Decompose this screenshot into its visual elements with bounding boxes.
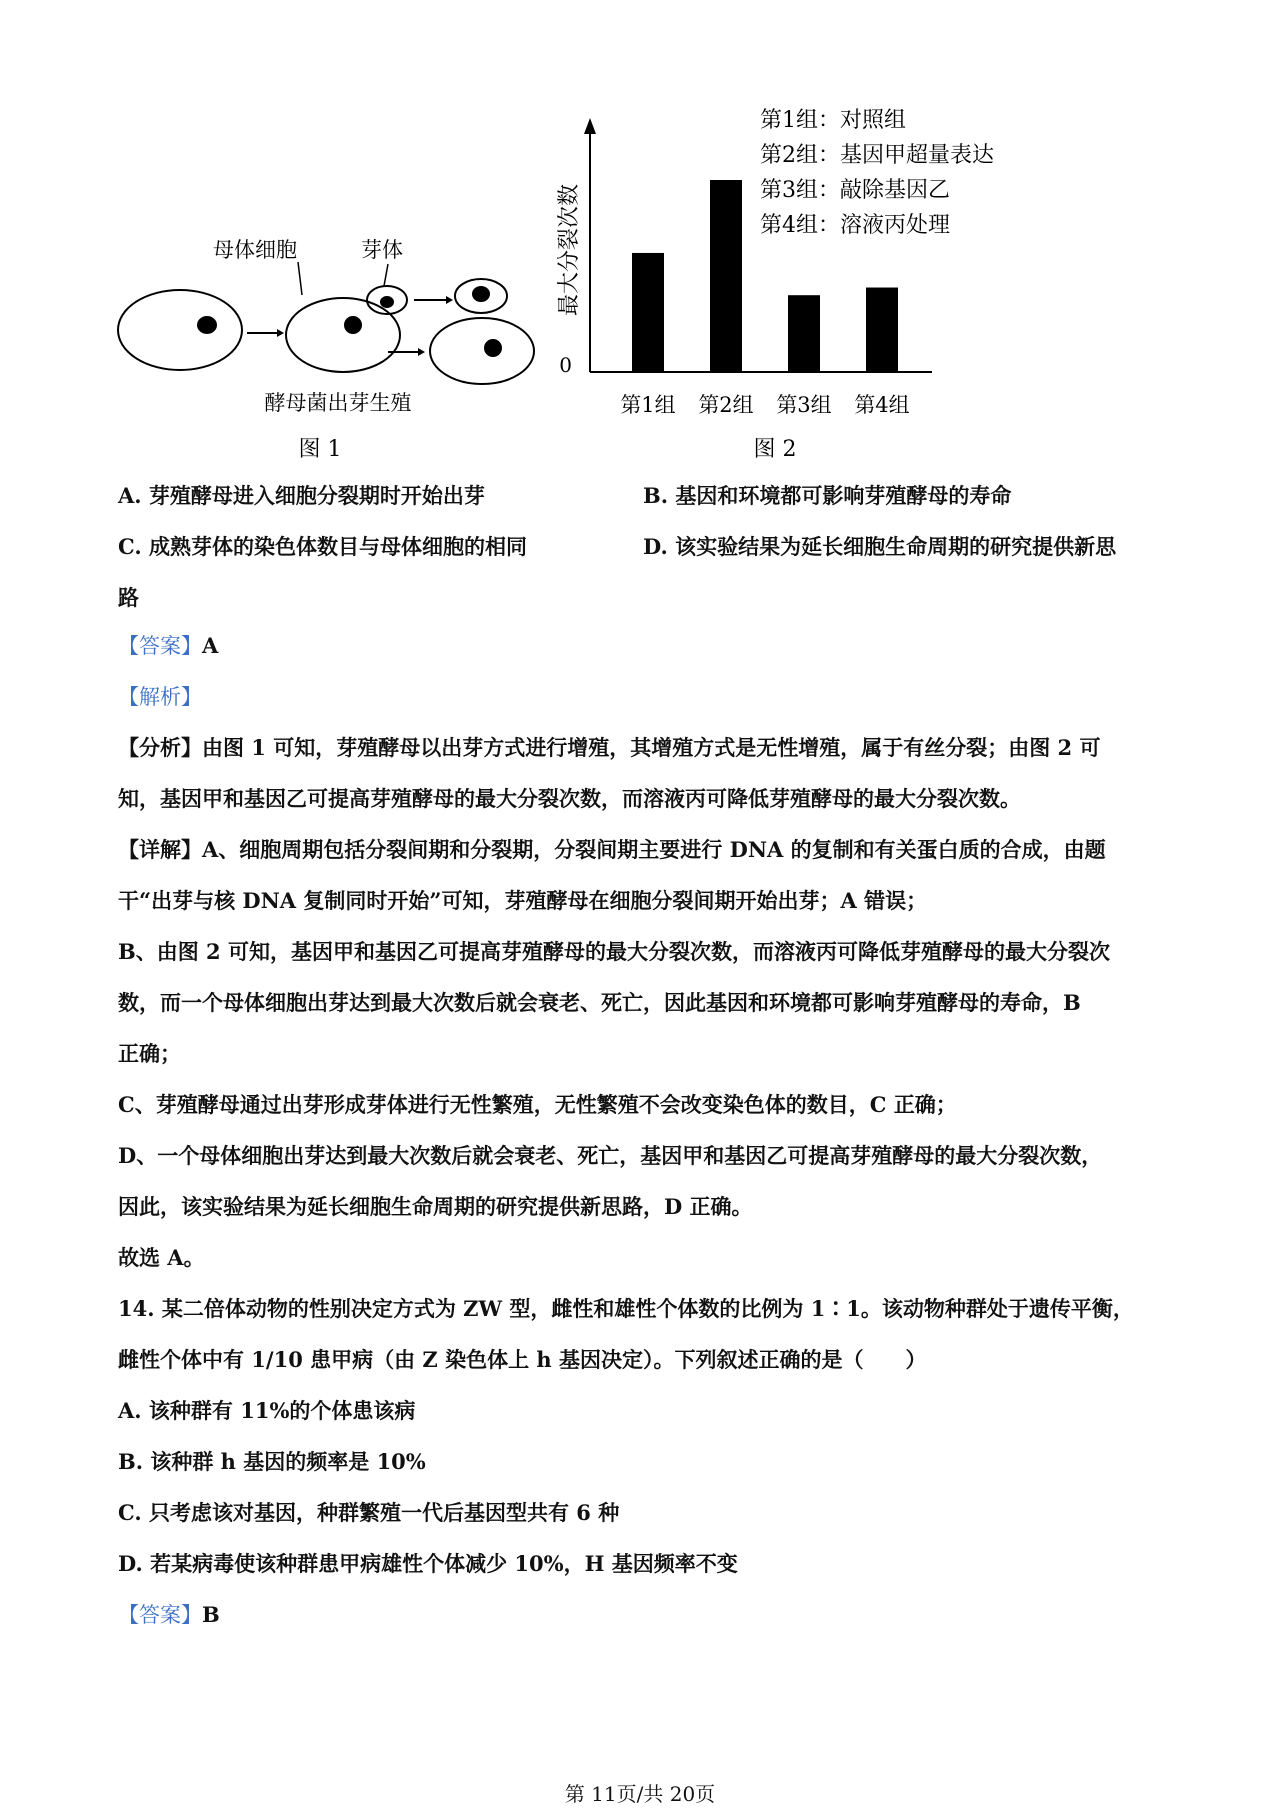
grown-cell-nucleus	[485, 340, 501, 356]
y-axis-arrow	[584, 118, 596, 134]
bud-nucleus	[381, 297, 393, 307]
mother-cell-label: 母体细胞	[213, 238, 297, 262]
bars-group	[632, 180, 898, 372]
figure-1-caption: 酵母菌出芽生殖	[264, 391, 412, 415]
analysis-tag: 【解析】	[118, 685, 202, 709]
x-tick-label-1: 第1组	[620, 393, 676, 417]
figure-2-label: 图 2	[753, 437, 797, 462]
small-cell-nucleus	[473, 287, 489, 301]
q14-option-b: B. 该种群 h 基因的频率是 10%	[118, 1449, 426, 1474]
x-tick-labels	[620, 393, 909, 417]
answer-value: B	[202, 1602, 220, 1627]
analysis-line: 【详解】A、细胞周期包括分裂间期和分裂期，分裂间期主要进行 DNA 的复制和有关蛋白质的合成，由题	[118, 837, 1106, 862]
arrow-3-head	[418, 348, 425, 356]
analysis-line: 因此，该实验结果为延长细胞生命周期的研究提供新思路，D 正确。	[118, 1194, 753, 1219]
arrow-1-head	[277, 329, 284, 337]
x-tick-label-2: 第2组	[698, 393, 754, 417]
q13-option-b: B. 基因和环境都可影响芽殖酵母的寿命	[643, 483, 1012, 508]
mother-cell	[286, 298, 400, 372]
analysis-line: 干“出芽与核 DNA 复制同时开始”可知，芽殖酵母在细胞分裂间期开始出芽；A 错误；	[118, 888, 928, 913]
cell-1	[118, 290, 242, 370]
grown-cell	[430, 318, 534, 384]
analysis-line: 【分析】由图 1 可知，芽殖酵母以出芽方式进行增殖，其增殖方式是无性增殖，属于有丝分裂；由图 2 可	[118, 735, 1101, 760]
analysis-line: B、由图 2 可知，基因甲和基因乙可提高芽殖酵母的最大分裂次数，而溶液丙可降低芽殖酵母的最大分裂次	[118, 939, 1110, 964]
legend-item-4: 第4组：溶液丙处理	[760, 213, 950, 238]
legend-item-3: 第3组：敲除基因乙	[760, 178, 950, 203]
figure-1	[118, 262, 534, 384]
bud-label: 芽体	[361, 238, 403, 262]
answer-tag: 【答案】	[118, 1603, 202, 1627]
analysis-line: 数，而一个母体细胞出芽达到最大次数后就会衰老、死亡，因此基因和环境都可影响芽殖酵母的寿命，B	[118, 990, 1081, 1015]
q14-answer	[118, 1600, 1178, 1630]
label-pointer-mother	[298, 262, 302, 295]
y-axis-label: 最大分裂次数	[557, 183, 582, 317]
answer-tag: 【答案】	[118, 634, 202, 658]
y-axis-zero: 0	[559, 353, 572, 377]
label-pointer-bud	[384, 264, 388, 286]
q13-option-d-continued: 路	[118, 585, 139, 610]
q14-option-d: D. 若某病毒使该种群患甲病雄性个体减少 10%，H 基因频率不变	[118, 1551, 738, 1576]
analysis-line: C、芽殖酵母通过出芽形成芽体进行无性繁殖，无性繁殖不会改变染色体的数目，C 正确；	[118, 1092, 957, 1117]
q14-stem-line: 雌性个体中有 1/10 患甲病（由 Z 染色体上 h 基因决定）。下列叙述正确的是（ ）	[118, 1347, 927, 1372]
figures-area	[0, 0, 1280, 470]
bar-4	[866, 288, 898, 372]
mother-nucleus	[345, 317, 361, 333]
q13-option-a: A. 芽殖酵母进入细胞分裂期时开始出芽	[118, 483, 485, 508]
analysis-line: 故选 A。	[118, 1245, 205, 1270]
q13-analysis-tag	[118, 682, 1178, 712]
answer-value: A	[202, 633, 219, 658]
x-tick-label-4: 第4组	[854, 393, 910, 417]
bar-2	[710, 180, 742, 372]
arrow-2-head	[446, 296, 453, 304]
q14-stem-line: 14. 某二倍体动物的性别决定方式为 ZW 型，雌性和雄性个体数的比例为 1∶1。该动物种群处于遗传平衡，	[118, 1296, 1134, 1321]
q13-answer	[118, 631, 1178, 661]
analysis-line: 正确；	[118, 1041, 181, 1066]
q14-option-c: C. 只考虑该对基因，种群繁殖一代后基因型共有 6 种	[118, 1500, 620, 1525]
figure-1-label: 图 1	[298, 437, 342, 462]
legend-item-2: 第2组：基因甲超量表达	[760, 143, 994, 168]
page-footer: 第 11页/共 20页	[564, 1782, 716, 1806]
nucleus-1	[198, 317, 216, 333]
q14-option-a: A. 该种群有 11%的个体患该病	[118, 1398, 416, 1423]
figure-2-chart	[557, 108, 994, 417]
bar-1	[632, 253, 664, 372]
q13-option-d: D. 该实验结果为延长细胞生命周期的研究提供新思	[643, 534, 1117, 559]
bar-3	[788, 295, 820, 372]
q13-option-c: C. 成熟芽体的染色体数目与母体细胞的相同	[118, 534, 527, 559]
analysis-line: 知，基因甲和基因乙可提高芽殖酵母的最大分裂次数，而溶液丙可降低芽殖酵母的最大分裂次数。	[118, 786, 1021, 811]
analysis-line: D、一个母体细胞出芽达到最大次数后就会衰老、死亡，基因甲和基因乙可提高芽殖酵母的最大分裂次数，	[118, 1143, 1103, 1168]
x-tick-label-3: 第3组	[776, 393, 832, 417]
legend-item-1: 第1组：对照组	[760, 108, 906, 133]
